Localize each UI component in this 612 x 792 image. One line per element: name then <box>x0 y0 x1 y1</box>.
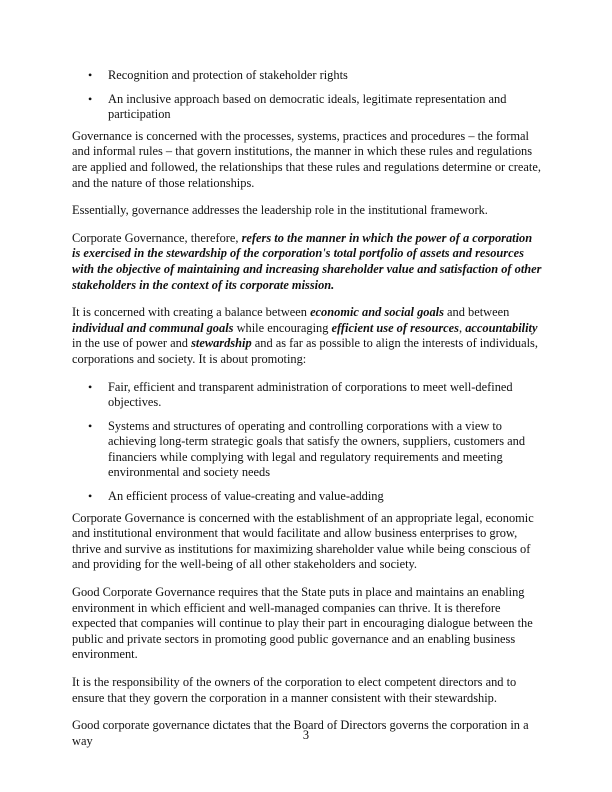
paragraph-balance <box>72 305 542 367</box>
list-item <box>72 419 542 481</box>
list-item <box>72 68 542 84</box>
text-run: and between <box>443 305 510 320</box>
principles-bullet-list <box>72 68 542 123</box>
page-content <box>72 68 542 761</box>
emphasis-stewardship: stewardship <box>191 336 252 351</box>
list-item-text: Recognition and protection of stakeholder rights <box>108 68 348 82</box>
text-run: It is concerned with creating a balance between <box>72 305 311 320</box>
paragraph-state: Good Corporate Governance requires that the State puts in place and maintains an enabling environment in which efficient and well-managed companies can thrive. It is therefore expected that companies will continue to play their part in encouraging dialogue between the public and private sectors in promoting good public governance and an enabling business environment. <box>72 585 533 662</box>
list-item <box>72 380 542 411</box>
emphasis-accountability: accountability <box>465 320 538 335</box>
list-item-text: An efficient process of value-creating and value-adding <box>108 489 384 504</box>
text-run: Corporate Governance, therefore, <box>72 230 242 245</box>
emphasis-efficient-use: efficient use of resources <box>331 320 459 335</box>
paragraph-board: Good corporate governance dictates that the Board of Directors governs the corporation in a way <box>72 718 529 748</box>
bullet-icon: • <box>88 91 93 106</box>
paragraph-establishment: Corporate Governance is concerned with the establishment of an appropriate legal, economic and institutional environment that would facilitate and allow business enterprises to grow, thrive and survive as institutions for maximizing shareholder value while being conscious of and providing for the well-being of all other stakeholders and society. <box>72 510 534 572</box>
text-run: , <box>458 320 466 335</box>
promoting-bullet-list <box>72 380 542 505</box>
list-item <box>72 489 542 505</box>
paragraph-owners: It is the responsibility of the owners of the corporation to elect competent directors and to ensure that they govern the corporation in a manner consistent with their stewardship. <box>72 675 517 705</box>
emphasis-definition: refers to the manner in which the power of a corporation is exercised in the stewardship of the corporation's total portfolio of assets and resources with the objective of maintaining and increasing shareholder value and satisfaction of other stakeholders in the context of its corporate mission. <box>72 230 542 292</box>
list-item-text: Systems and structures of operating and controlling corporations with a view to achieving long-term strategic goals that satisfy the owners, suppliers, customers and financiers while complying with legal and regulatory requirements and meeting environmental and society needs <box>108 418 526 480</box>
paragraph-governance: Governance is concerned with the processes, systems, practices and procedures – the formal and informal rules – that govern institutions, the manner in which these rules and regulations are applied and followed, the relationships that these rules and regulations determine or create, and the nature of those relationships. <box>72 128 541 190</box>
emphasis-individual-communal-goals: individual and communal goals <box>72 320 234 335</box>
page-number: 3 <box>302 728 310 742</box>
text-run: while encouraging <box>233 320 332 335</box>
bullet-icon: • <box>88 418 93 433</box>
paragraph-essentially: Essentially, governance addresses the leadership role in the institutional framework. <box>72 203 488 218</box>
list-item-text: An inclusive approach based on democratic ideals, legitimate representation and participation <box>108 91 507 122</box>
text-run: and as far as possible to align the interests of individuals, corporations and society. It is about promoting: <box>72 336 538 366</box>
bullet-icon: • <box>88 68 93 82</box>
list-item-text: Fair, efficient and transparent administration of corporations to meet well-defined objectives. <box>108 379 513 410</box>
list-item <box>72 92 542 123</box>
bullet-icon: • <box>88 489 93 504</box>
text-run: in the use of power and <box>72 336 192 351</box>
bullet-icon: • <box>88 379 93 394</box>
emphasis-economic-social-goals: economic and social goals <box>310 305 444 320</box>
paragraph-corporate-definition <box>72 231 542 293</box>
